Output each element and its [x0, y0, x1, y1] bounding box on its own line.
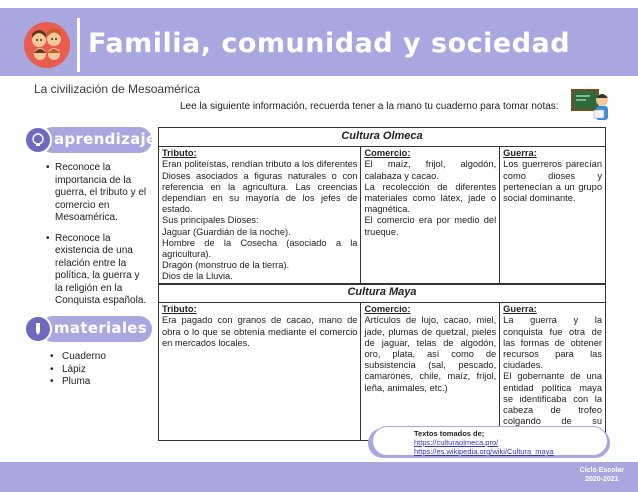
maya-guerra-cell — [500, 303, 606, 440]
list-item: • Reconoce la importancia de la guerra, el tributo y el comercio en Mesoamérica. — [46, 162, 150, 225]
list-item: • Pluma — [50, 376, 140, 389]
cell-text: Los guerreros parecían como dioses y pertenecían a un grupo social dominante. — [503, 159, 602, 204]
pencil-icon — [24, 315, 52, 343]
aprendizaje-heading: aprendizaje — [54, 130, 157, 148]
column-header: Comercio: — [364, 304, 411, 315]
list-item: • Cuaderno — [50, 351, 140, 364]
olmeca-table — [158, 127, 606, 285]
cell-text: La recolección de diferentes materiales como látex, jade o magnética. — [364, 181, 497, 215]
column-header: Guerra: — [503, 304, 537, 315]
cell-text: Sus principales Dioses: — [162, 215, 259, 226]
olmeca-comercio-cell — [361, 147, 500, 284]
column-header: Tributo: — [162, 148, 197, 159]
cell-text: El gobernante de una entidad política maya se identificaba con la cabeza de trofeo colgando de su — [503, 371, 602, 427]
school-year-value: 2020-2021 — [585, 476, 619, 483]
cell-text: Jaguar (Guardián de la noche). — [162, 226, 291, 237]
column-header: Tributo: — [162, 304, 197, 315]
materiales-heading: materiales — [54, 319, 147, 337]
intro-text: Lee la siguiente información, recuerda tener a la mano tu cuaderno para tomar notas: — [180, 101, 559, 112]
maya-tributo-cell — [159, 303, 361, 440]
maya-table — [158, 283, 606, 441]
cell-text: Hombre de la Cosecha (asociado a la agricultura). — [162, 237, 358, 260]
family-logo-icon — [24, 22, 70, 68]
olmeca-tributo-cell — [159, 147, 361, 284]
source-link[interactable]: https://culturaolmeca.pro/ — [414, 438, 499, 447]
cell-text: Eran politeístas, rendían tributo a los diferentes Dioses asociados a figuras naturales o con referencia en la agricultura. Las creencias dependían en su mayoría de los jefes de estado. — [162, 159, 358, 215]
list-item: • Lápiz — [50, 364, 140, 377]
source-link[interactable]: https://es.wikipedia.org/wiki/Cultura_maya — [414, 447, 554, 456]
olmeca-title: Cultura Olmeca — [159, 128, 606, 147]
cell-text: El comercio era por medio del trueque. — [364, 215, 497, 237]
aprendizaje-list — [46, 162, 150, 316]
cell-text: Era pagado con granos de cacao, mano de obra o lo que se obtenía mediante el comercio en mercados locales. — [162, 315, 358, 348]
materiales-list — [50, 351, 140, 389]
maya-title: Cultura Maya — [159, 284, 606, 303]
page-subtitle: La civilización de Mesoamérica — [34, 82, 201, 96]
cell-text: Dragón (monstruo de la tierra). — [162, 260, 290, 271]
column-header: Comercio: — [364, 148, 411, 159]
footer-band — [0, 462, 638, 492]
list-item: • Reconoce la existencia de una relación entre la política, la guerra y la religión en la Conquista española. — [46, 233, 150, 308]
page-title: Familia, comunidad y sociedad — [88, 28, 571, 59]
school-year — [580, 466, 624, 484]
sources-title: Textos tomados de; — [414, 429, 485, 438]
cell-text: Artículos de lujo, cacao, miel, jade, plumas de quetzal, pieles de jaguar, telas de algodón, oro, plata, así como de subsistencia (sal, pescado, camarones, chile, maíz, frijol, leña, animales, etc.) — [364, 315, 497, 393]
school-year-label: Ciclo Escolar — [579, 467, 624, 474]
header-divider — [77, 18, 80, 72]
olmeca-guerra-cell — [500, 147, 606, 284]
teacher-chalkboard-icon — [570, 88, 614, 124]
column-header: Guerra: — [503, 148, 537, 159]
maya-comercio-cell — [361, 303, 500, 440]
brain-icon — [24, 126, 52, 154]
cell-text: El maíz, frijol, algodón, calabaza y cacao. — [364, 159, 497, 181]
cell-text: Dios de la Lluvia. — [162, 271, 233, 282]
cell-text: La guerra y la conquista fue otra de las formas de obtener recursos para las ciudades. — [503, 315, 602, 371]
